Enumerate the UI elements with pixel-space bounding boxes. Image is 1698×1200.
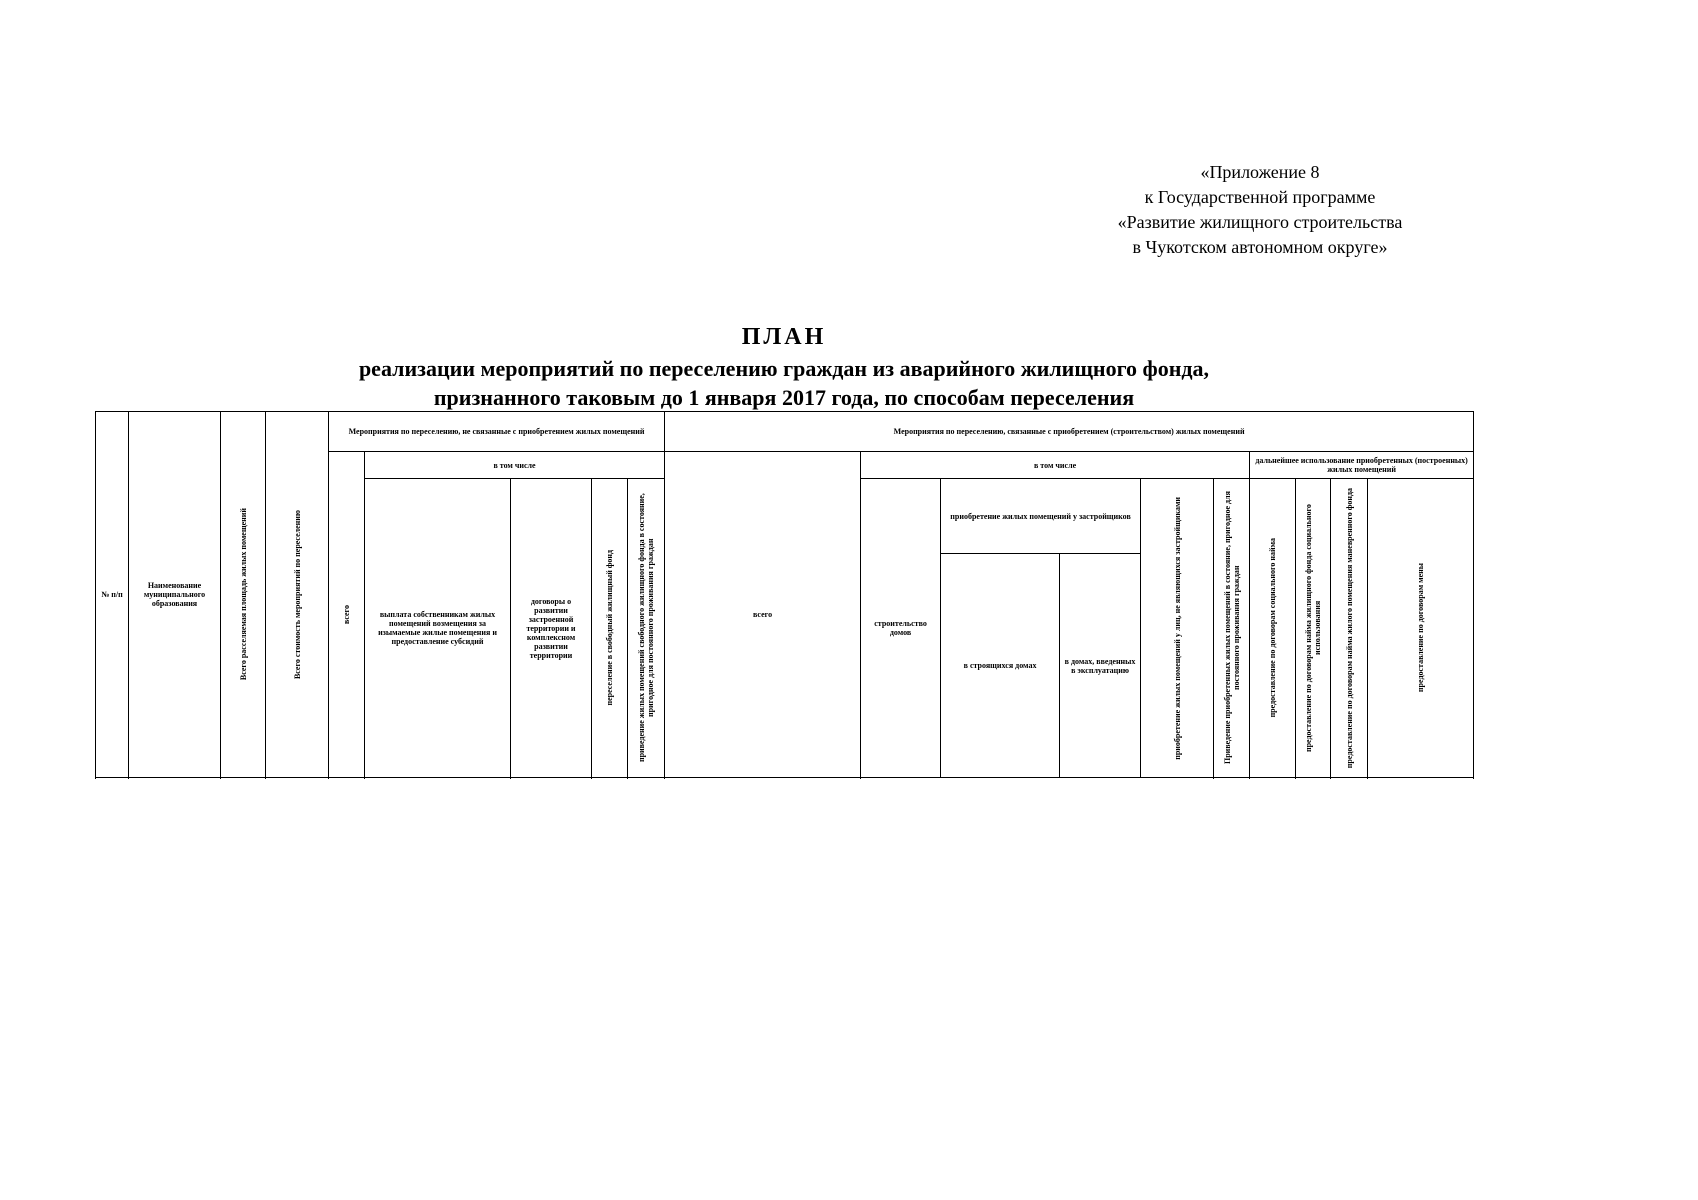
header-maneuver-lease: предоставление по договорам найма жилого помещения маневренного фонда xyxy=(1331,479,1368,778)
header-related-including: в том числе xyxy=(861,452,1250,479)
document-title xyxy=(95,320,1473,412)
header-development-contracts: договоры о развитии застроенной территории и комплексном развитии территории xyxy=(511,479,592,778)
header-payment-owners: выплата собственникам жилых помещений возмещения за изымаемые жилые помещения и предоставление субсидий xyxy=(365,479,511,778)
title-line-2: признанного таковым до 1 января 2017 года, по способам переселения xyxy=(433,385,1135,410)
header-related-total: всего xyxy=(665,452,861,778)
title-main: ПЛАН xyxy=(741,324,827,350)
header-bringing-acquired: Приведение приобретенных жилых помещений в состояние, пригодное для постоянного проживания граждан xyxy=(1214,479,1250,778)
plan-table xyxy=(95,411,1474,778)
header-group-unrelated: Мероприятия по переселению, не связанные с приобретением жилых помещений xyxy=(329,412,665,452)
header-in-construction: в строящихся домах xyxy=(941,554,1060,778)
header-group-related: Мероприятия по переселению, связанные с приобретением (строительством) жилых помещений xyxy=(665,412,1474,452)
appendix-line: «Развитие жилищного строительства xyxy=(1117,212,1403,232)
header-in-commissioned: в домах, введенных в эксплуатацию xyxy=(1060,554,1141,778)
header-house-construction: строительство домов xyxy=(861,479,941,778)
title-line-1: реализации мероприятий по переселению граждан из аварийного жилищного фонда, xyxy=(358,356,1210,381)
header-exchange: предоставление по договорам мены xyxy=(1368,479,1474,778)
appendix-note xyxy=(1085,160,1435,260)
appendix-line: «Приложение 8 xyxy=(1200,162,1320,182)
header-total-cost: Всего стоимость мероприятий по переселению xyxy=(266,412,329,778)
header-unrelated-total: всего xyxy=(329,452,365,778)
header-total-area: Всего расселяемая площадь жилых помещений xyxy=(221,412,266,778)
header-social-use-lease: предоставление по договорам найма жилищного фонда социального использования xyxy=(1296,479,1331,778)
appendix-line: к Государственной программе xyxy=(1144,187,1376,207)
appendix-line: в Чукотском автономном округе» xyxy=(1132,237,1388,257)
header-unrelated-including: в том числе xyxy=(365,452,665,479)
header-further-use: дальнейшее использование приобретенных (построенных) жилых помещений xyxy=(1250,452,1474,479)
header-municipality: Наименование муниципального образования xyxy=(129,412,221,778)
header-num: № п/п xyxy=(96,412,129,778)
header-acquisition-developers: приобретение жилых помещений у застройщиков xyxy=(941,479,1141,554)
header-social-lease: предоставление по договорам социального найма xyxy=(1250,479,1296,778)
header-bringing-free-fund: приведение жилых помещений свободного жилищного фонда в состояние, пригодное для постоянного проживания граждан xyxy=(628,479,665,778)
header-resettlement-free-fund: переселение в свободный жилищный фонд xyxy=(592,479,628,778)
header-acquisition-non-developers: приобретение жилых помещений у лиц, не являющихся застройщиками xyxy=(1141,479,1214,778)
